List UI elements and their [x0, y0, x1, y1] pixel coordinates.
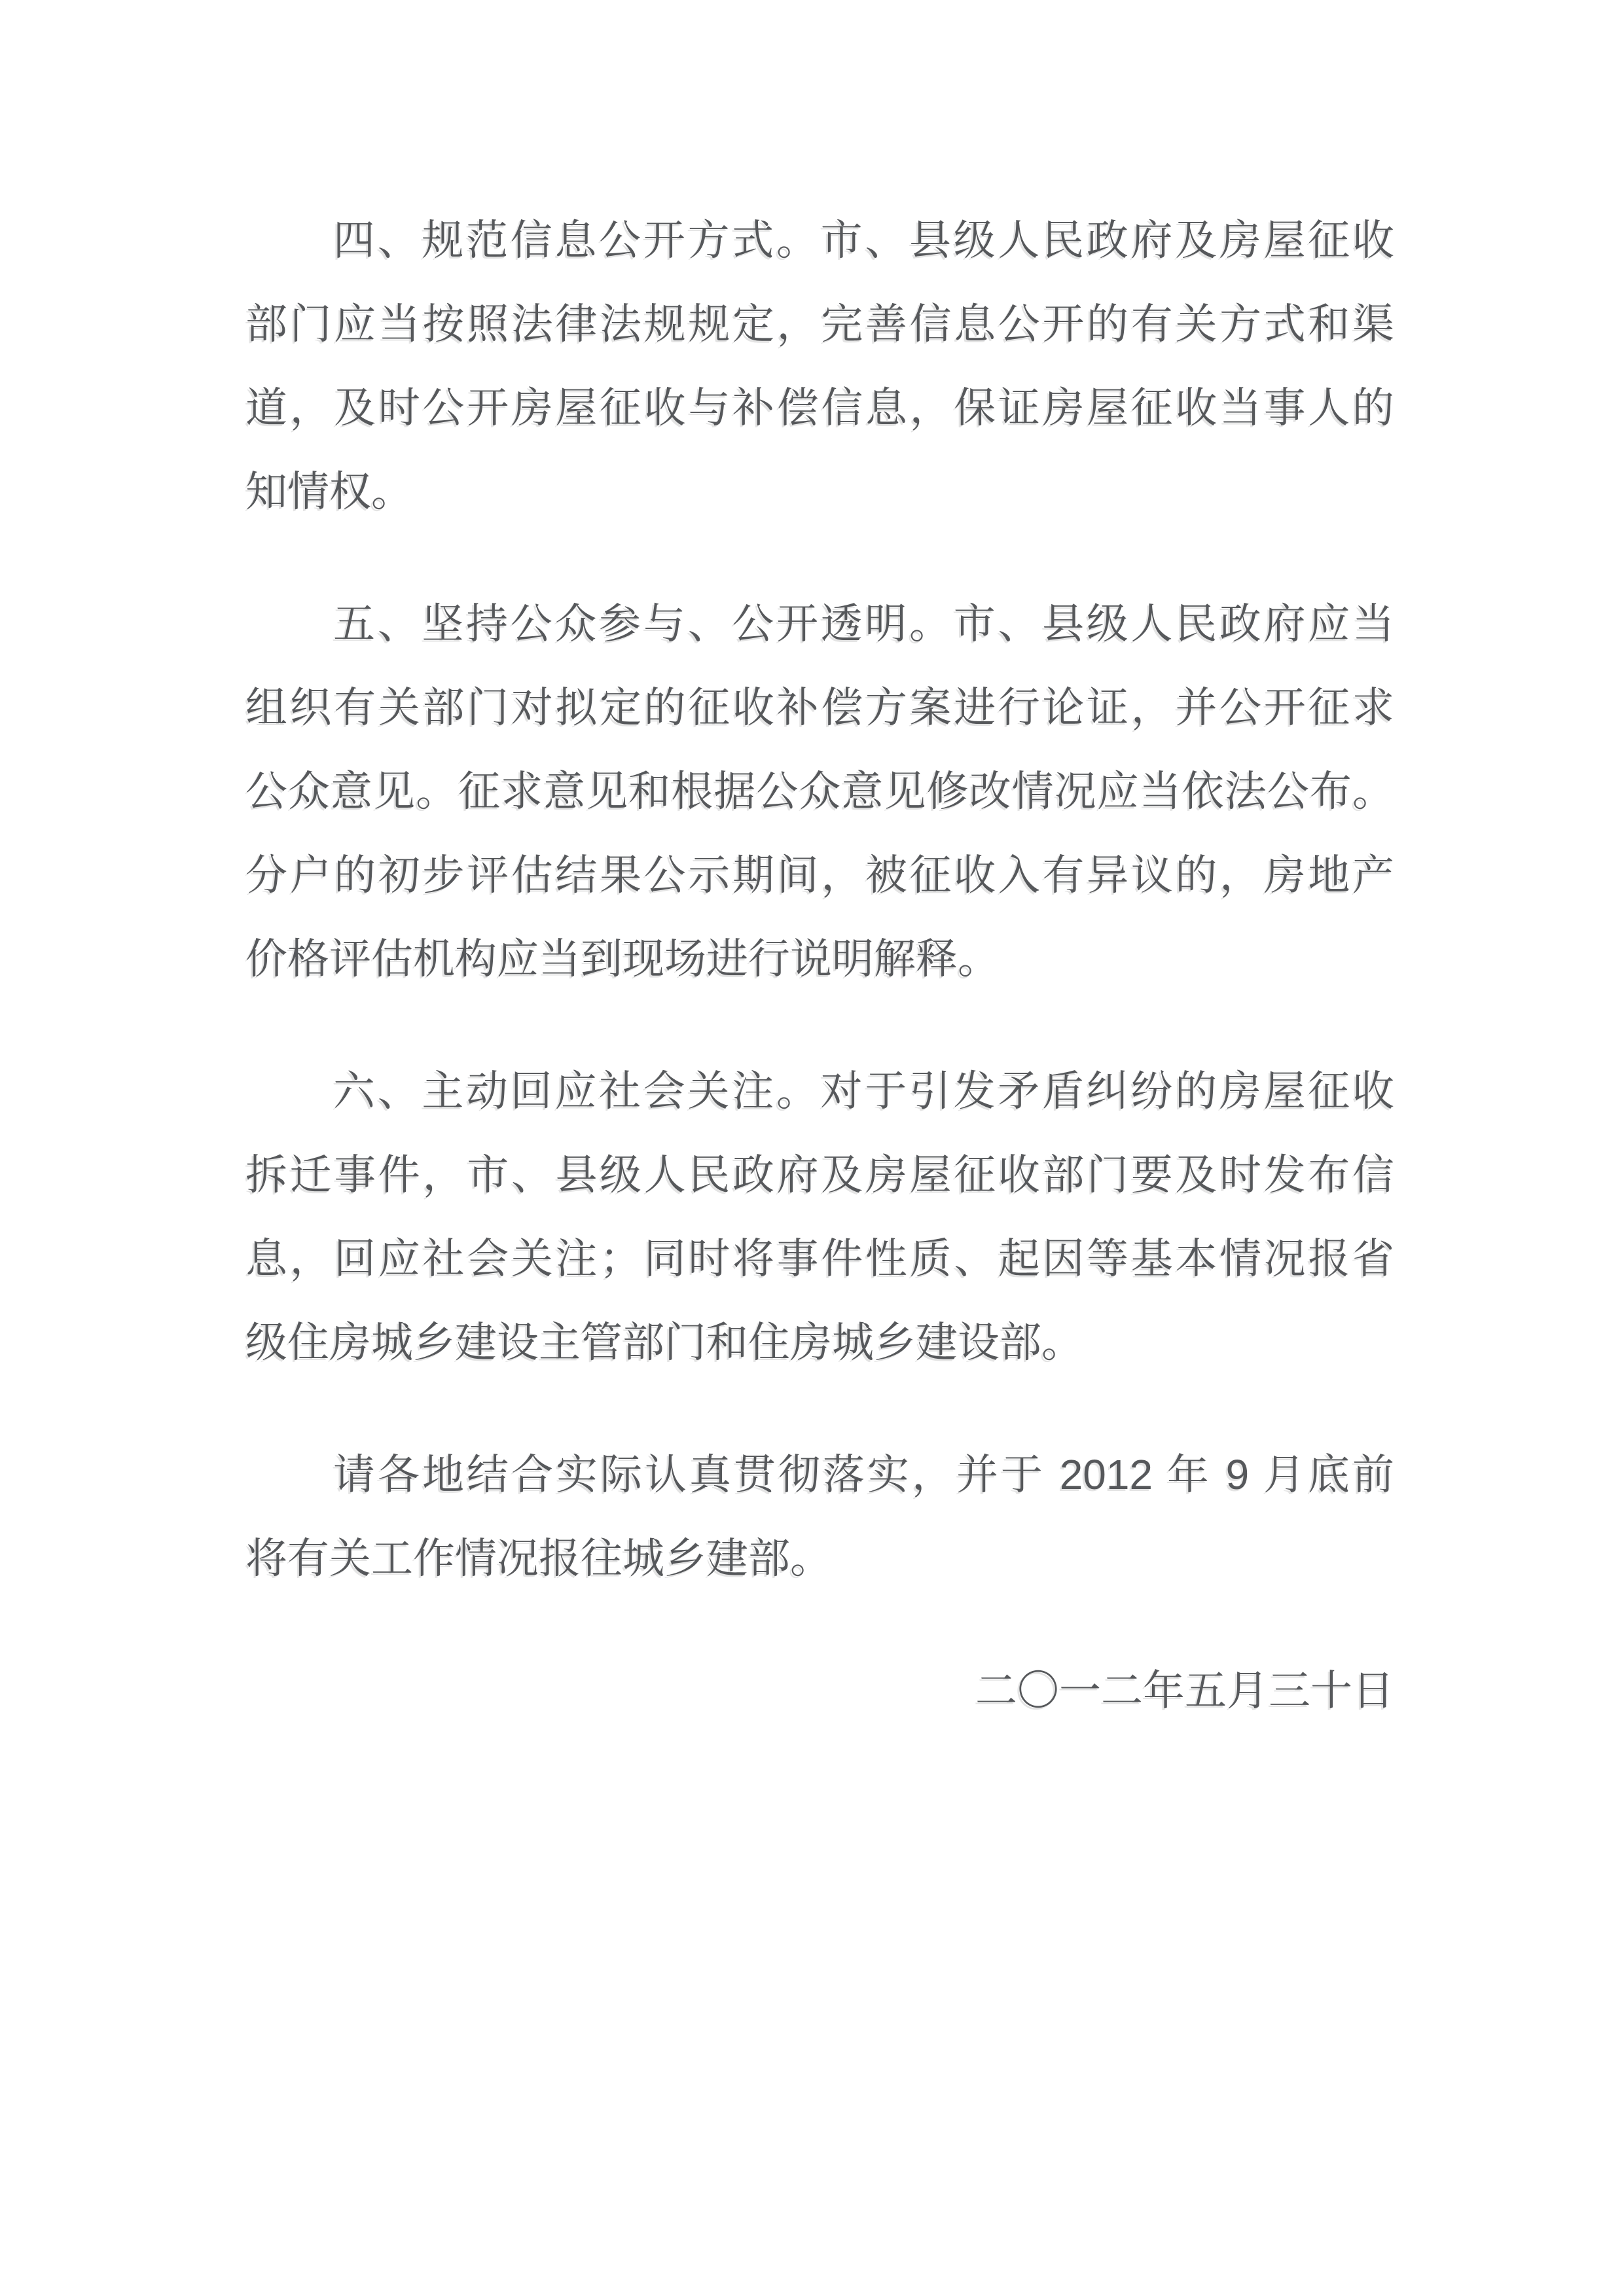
text-line: 道，及时公开房屋征收与补偿信息，保证房屋征收当事人的: [245, 384, 1394, 431]
text-line: 分户的初步评估结果公示期间，被征收入有异议的，房地产: [245, 852, 1394, 899]
text-line: 知情权。: [245, 468, 413, 515]
document-body: [245, 198, 1394, 1732]
paragraph-section-5: [245, 582, 1394, 1001]
text-line: 拆迁事件，市、县级人民政府及房屋征收部门要及时发布信: [245, 1151, 1394, 1198]
paragraphs-container: [245, 198, 1394, 1600]
text-line: 公众意见。征求意见和根据公众意见修改情况应当依法公布。: [245, 768, 1394, 815]
text-line: 部门应当按照法律法规规定，完善信息公开的有关方式和渠: [245, 300, 1394, 348]
text-line: 四、规范信息公开方式。市、县级人民政府及房屋征收: [333, 217, 1394, 264]
text-line: 息，回应社会关注；同时将事件性质、起因等基本情况报省: [245, 1235, 1394, 1282]
text-line: 请各地结合实际认真贯彻落实，并于 2012 年 9 月底前: [333, 1451, 1394, 1498]
paragraph-closing: [245, 1433, 1394, 1600]
text-line: 五、坚持公众参与、公开透明。市、县级人民政府应当: [333, 600, 1394, 647]
paragraph-section-6: [245, 1049, 1394, 1384]
text-line: 价格评估机构应当到现场进行说明解释。: [245, 935, 1000, 982]
date-line: 二〇一二年五月三十日: [975, 1667, 1394, 1714]
paragraph-section-4: [245, 198, 1394, 533]
text-line: 组织有关部门对拟定的征收补偿方案进行论证，并公开征求: [245, 684, 1394, 731]
text-line: 级住房城乡建设主管部门和住房城乡建设部。: [245, 1319, 1083, 1366]
text-line: 将有关工作情况报往城乡建部。: [245, 1535, 832, 1582]
text-line: 六、主动回应社会关注。对于引发矛盾纠纷的房屋征收: [333, 1067, 1394, 1115]
